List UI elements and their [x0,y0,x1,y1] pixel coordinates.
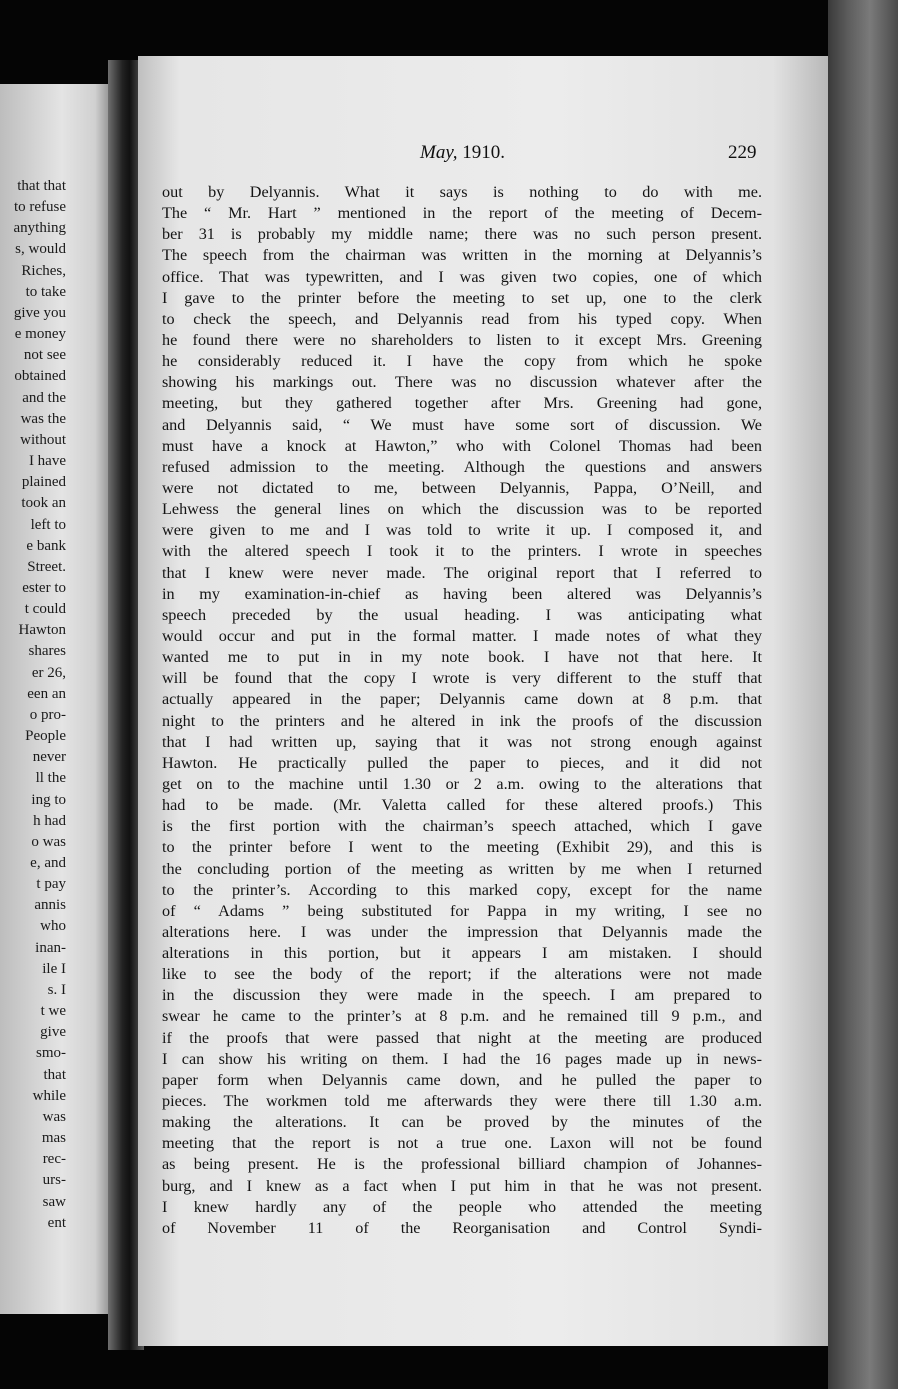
left-page-line: who [40,918,66,935]
body-line: I knew hardly any of the people who attended the meeting [162,1197,762,1216]
left-page-line: t we [40,1003,66,1020]
left-page-line: ester to [22,579,66,596]
body-line: showing his markings out. There was no discussion whatever after the [162,373,762,392]
body-line: will be found that the copy I wrote is very different to the stuff that [162,669,762,688]
left-page [0,84,112,1314]
body-line: office. That was typewritten, and I was given two copies, one of which [162,267,762,286]
body-line: meeting, but they gathered together after Mrs. Greening had gone, [162,394,762,413]
body-line: night to the printers and he altered in ink the proofs of the discussion [162,711,762,730]
left-page-line: ing to [31,791,66,808]
left-page-line: Riches, [21,262,66,279]
body-line: alterations in this portion, but it appears I am mistaken. I should [162,944,762,963]
body-line: alterations here. I was under the impression that Delyannis made the [162,922,762,941]
body-line: that I knew were never made. The original report that I referred to [162,563,762,582]
left-page-line: e, and [30,855,66,871]
body-line: of “ Adams ” being substituted for Pappa in my writing, I see no [162,901,762,920]
body-line: like to see the body of the report; if the alterations were not made [162,965,762,984]
left-page-line: not see [23,347,66,364]
left-page-line: I have [28,453,66,470]
body-line: he considerably reduced it. I have the copy from which he spoke [162,352,762,371]
left-page-line: rec- [42,1151,66,1168]
body-line: with the altered speech I took it to the printers. I wrote in speeches [162,542,762,561]
left-page-line: e bank [26,537,66,554]
left-page-line: to refuse [13,199,66,216]
body-text [162,182,762,1239]
body-line: wanted me to put in in my note book. I have not that here. It [162,648,762,667]
body-line: and Delyannis said, “ We must have some sort of discussion. We [162,415,762,434]
body-line: to the printer before I went to the meeting (Exhibit 29), and this is [162,838,762,857]
header-year: 1910. [462,142,505,163]
left-page-line: anything [13,220,66,237]
left-page-line: er 26, [31,664,66,681]
body-line: Hawton. He practically pulled the paper to pieces, and it did not [162,753,762,772]
running-header [138,142,828,172]
left-page-line: was [42,1108,66,1125]
left-page-line: t pay [36,876,66,893]
body-line: he found there were no shareholders to listen to it except Mrs. Greening [162,330,762,349]
body-line: I gave to the printer before the meeting to set up, one to the clerk [162,288,762,307]
body-line: would occur and put in the formal matter. I made notes of what they [162,626,762,645]
running-header-date [420,142,505,164]
body-line: were given to me and I was told to write it up. I composed it, and [162,521,762,540]
header-month: May, [420,142,458,163]
left-page-line: o was [31,833,66,850]
left-page-line: e money [14,326,66,343]
body-line: to check the speech, and Delyannis read from his typed copy. When [162,309,762,328]
left-page-line: and the [22,389,66,406]
body-line: get on to the machine until 1.30 or 2 a.m. owing to the alterations that [162,774,762,793]
page-edge-shadow [828,0,898,1389]
left-page-text [0,176,66,1234]
left-page-line: People [25,728,66,745]
left-page-line: shares [28,643,66,660]
left-page-line: to take [25,283,66,300]
left-page-line: ll the [35,770,66,787]
body-line: to the printer’s. According to this marked copy, except for the name [162,880,762,899]
left-page-line: plained [21,474,66,491]
body-line: in the discussion they were made in the speech. I am prepared to [162,986,762,1005]
body-line: refused admission to the meeting. Although the questions and answers [162,457,762,476]
page-number: 229 [728,142,757,163]
body-line: meeting that the report is not a true one. Laxon will not be found [162,1134,762,1153]
left-page-line: give you [13,304,66,321]
body-line: that I had written up, saying that it was not strong enough against [162,732,762,751]
body-line: ber 31 is probably my middle name; there was no such person present. [162,225,762,244]
body-line: I can show his writing on them. I had the 16 pages made up in news- [162,1049,762,1068]
body-line: out by Delyannis. What it says is nothing to do with me. [162,183,762,201]
body-line: if the proofs that were passed that night at the meeting are produced [162,1028,762,1047]
left-page-line: s. I [47,981,66,998]
body-line: making the alterations. It can be proved by the minutes of the [162,1113,762,1132]
left-page-line: give [40,1024,66,1041]
left-page-line: smo- [36,1045,66,1062]
body-line: pieces. The workmen told me afterwards they were there till 1.30 a.m. [162,1092,762,1111]
left-page-line: obtained [14,368,66,385]
left-page-line: o pro- [29,706,66,723]
body-line: the concluding portion of the meeting as written by me when I returned [162,859,762,878]
left-page-line: without [20,431,66,448]
body-line: must have a knock at Hawton,” who with Colonel Thomas had been [162,436,762,455]
left-page-line: t could [24,601,66,618]
left-page-line: left to [30,516,66,533]
left-page-line: h had [33,812,66,829]
body-line: of November 11 of the Reorganisation and Control Syndi- [162,1218,762,1237]
left-page-line: was the [20,410,66,427]
left-page-line: Hawton [18,622,66,639]
body-line: actually appeared in the paper; Delyannis came down at 8 p.m. that [162,690,762,709]
body-line: swear he came to the printer’s at 8 p.m. and he remained till 9 p.m., and [162,1007,762,1026]
left-page-line: ile I [42,960,66,977]
body-line: as being present. He is the professional billiard champion of Johannes- [162,1155,762,1174]
body-line: paper form when Delyannis came down, and he pulled the paper to [162,1070,762,1089]
left-page-line: that that [17,178,66,194]
left-page-line: een an [27,685,66,702]
left-page-line: urs- [42,1172,66,1189]
body-line: speech preceded by the usual heading. I was anticipating what [162,605,762,624]
left-page-line: s, would [15,241,66,258]
body-line: The speech from the chairman was written in the morning at Delyannis’s [162,246,762,265]
left-page-line: annis [34,897,66,914]
body-line: had to be made. (Mr. Valetta called for these altered proofs.) This [162,796,762,815]
left-page-line: mas [41,1130,66,1147]
left-page-line: Street. [27,558,66,575]
body-line: were not dictated to me, between Delyannis, Pappa, O’Neill, and [162,478,762,497]
left-page-line: took an [21,495,66,512]
left-page-line: inan- [35,939,66,956]
body-line: Lehwess the general lines on which the discussion was to be reported [162,500,762,519]
body-line: burg, and I knew as a fact when I put him in that he was not present. [162,1176,762,1195]
left-page-line: never [32,749,66,766]
left-page-line: saw [42,1193,66,1210]
body-line: The “ Mr. Hart ” mentioned in the report of the meeting of Decem- [162,204,762,223]
left-page-line: while [32,1087,66,1104]
body-line: is the first portion with the chairman’s speech attached, which I gave [162,817,762,836]
left-page-line: that [43,1066,66,1083]
body-line: in my examination-in-chief as having been altered was Delyannis’s [162,584,762,603]
left-page-line: ent [47,1214,66,1231]
